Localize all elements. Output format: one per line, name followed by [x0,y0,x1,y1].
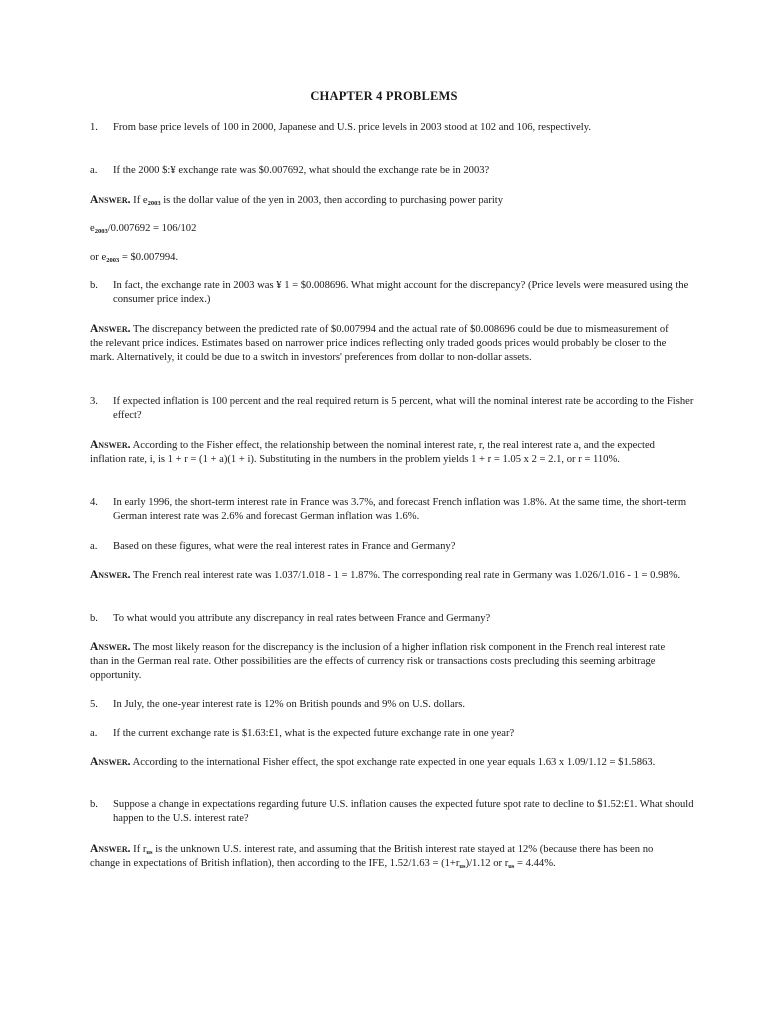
part-label: a. [90,728,98,739]
question-number: 4. [90,497,98,508]
question-text: In fact, the exchange rate in 2003 was ¥ 1 = $0.008696. What might account for the discrepancy? (Price levels were measured using the consumer price index.) [113,280,689,306]
question-number: 3. [90,396,98,407]
question-text: In early 1996, the short-term interest rate in France was 3.7%, and forecast French inflation was 1.8%. At the same time, the short-term German interest rate was 2.6% and forecast German inflation was 1.6%. [113,497,687,523]
answer-3 [90,438,682,467]
answer-label: Answer. [90,323,131,335]
question-1a [90,164,682,178]
question-4b [90,612,682,626]
question-text: To what would you attribute any discrepancy in real rates between France and Germany? [113,613,491,624]
answer-label: Answer. [90,194,131,206]
question-text: If the current exchange rate is $1.63:£1, what is the expected future exchange rate in one year? [113,728,515,739]
page-title: CHAPTER 4 PROBLEMS [310,89,458,103]
part-label: a. [90,541,98,552]
answer-5a [90,755,682,770]
answer-label: Answer. [90,843,131,855]
answer-text: The discrepancy between the predicted rate of $0.007994 and the actual rate of $0.008696 could be due to mismeasurement of the relevant price indices. Estimates based on narrower price indices reflecting only traded goods prices would probably be closer to the mark. Alternatively, it could be due to a switch in investors' preferences from dollar to non-dollar assets. [90,324,669,364]
question-1b [90,279,705,307]
answer-4a [90,568,682,583]
question-1 [90,121,705,135]
question-text: From base price levels of 100 in 2000, Japanese and U.S. price levels in 2003 stood at 102 and 106, respectively. [113,122,591,133]
question-3 [90,395,705,423]
answer-label: Answer. [90,756,131,768]
answer-1a: Answer. If $e_{2003}$ is the dollar value of the yen in 2003, then according to purchasing power parity [90,194,504,207]
answer-text: The most likely reason for the discrepancy is the inclusion of a higher inflation risk component in the French real interest rate than in the German real rate. Other possibilities are the effects of currency risk or transactions costs precluding this seeming arbitrage opportunity. [90,642,666,682]
answer-text: According to the international Fisher effect, the spot exchange rate expected in one year equals 1.63 x 1.09/1.12 = $1.5863. [130,757,656,768]
question-number: 1. [90,122,98,133]
equation-2: or $e_{2003}$ = $0.007994. [90,252,179,264]
answer-label: Answer. [90,641,131,653]
answer-text: The French real interest rate was 1.037/1.018 - 1 = 1.87%. The corresponding real rate in Germany was 1.026/1.016 - 1 = 0.98%. [130,570,681,581]
answer-4b [90,640,682,684]
question-5a [90,727,682,741]
question-text: Suppose a change in expectations regarding future U.S. inflation causes the expected future spot rate to decline to $1.52:£1. What should happen to the U.S. interest rate? [113,799,694,825]
question-text: In July, the one-year interest rate is 12% on British pounds and 9% on U.S. dollars. [113,699,466,710]
part-label: b. [90,280,98,291]
equation-1: $e_{2003}/0.007692 = 106/102$ [90,223,197,235]
part-label: b. [90,799,98,810]
question-5 [90,698,705,712]
part-label: b. [90,613,98,624]
answer-5b: Answer. If $r_{us}$ is the unknown U.S. interest rate, and assuming that the British interest rate stayed at 12% (because there has been no change in expectations of British inflation), then according to the IFE, $1.52/1.63 = (1+r_{us})/1.12$ or $r_{us} = 4.44\%$. [90,843,654,871]
question-text: Based on these figures, what were the real interest rates in France and Germany? [113,541,456,552]
question-text: If expected inflation is 100 percent and the real required return is 5 percent, what will the nominal interest rate be according to the Fisher effect? [113,396,694,422]
answer-1b [90,322,682,366]
question-4 [90,496,705,524]
answer-label: Answer. [90,439,131,451]
part-label: a. [90,165,98,176]
answer-text: According to the Fisher effect, the relationship between the nominal interest rate, r, the real interest rate a, and the expected inflation rate, i, is 1 + r = (1 + a)(1 + i). Substituting in the numbers in the problem yields 1 + r = 1.05 x 2 = 2.1, or r = 110%. [90,440,655,466]
question-5b [90,798,705,826]
question-4a [90,540,682,554]
question-text: If the 2000 $:¥ exchange rate was $0.007692, what should the exchange rate be in 2003? [113,165,490,176]
question-number: 5. [90,699,98,710]
answer-label: Answer. [90,569,131,581]
